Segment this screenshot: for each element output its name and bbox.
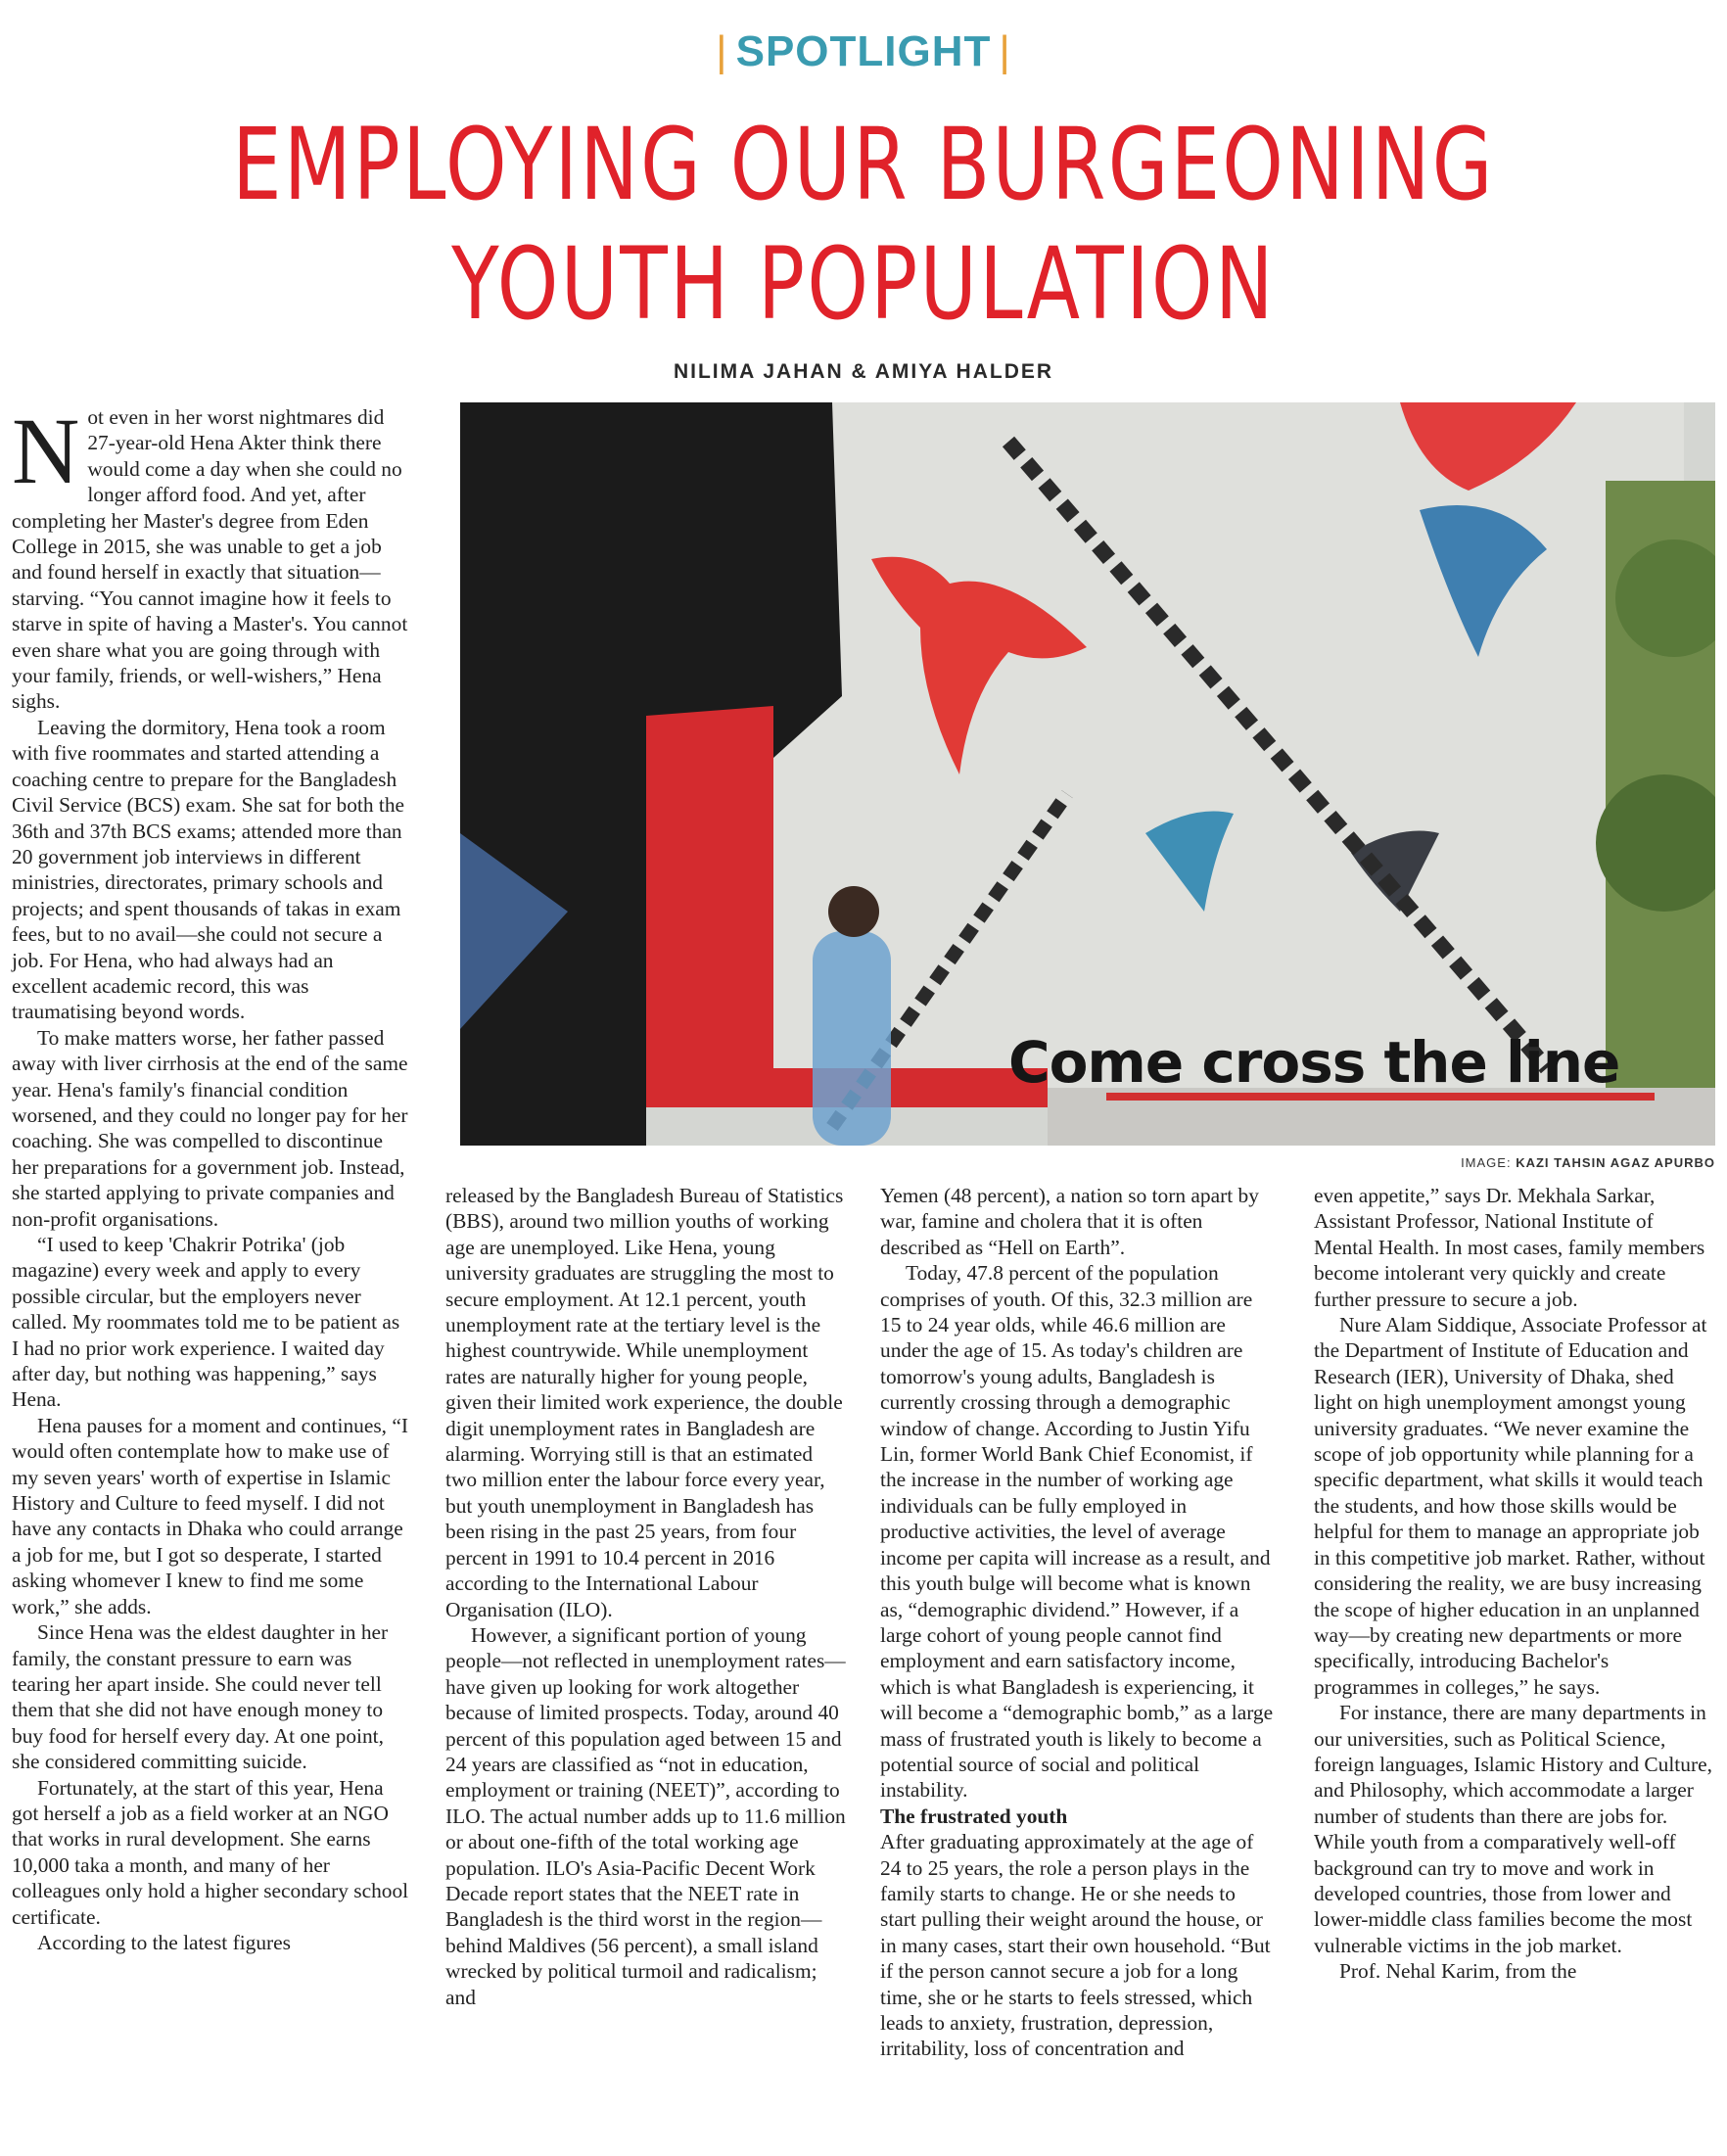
paragraph: According to the latest figures [37, 1930, 291, 1954]
paragraph: even appetite,” says Dr. Mekhala Sarkar, Assistant Professor, National Institute of Mental Health. In most cases, family members become intolerant very quickly and create further pressure to secure a job. [1314, 1184, 1705, 1311]
article-column-4 [1314, 1183, 1715, 1985]
page-title [190, 106, 1537, 345]
paragraph: Since Hena was the eldest daughter in her family, the constant pressure to earn was tearing her apart inside. She could never tell them that she did not have enough money to buy food for herself every day. At one point, she considered committing suicide. [12, 1620, 389, 1774]
photo-credit [1461, 1155, 1715, 1170]
paragraph-text: ot even in her worst nightmares did 27-year-old Hena Akter think there would come a day when she could no longer afford food. And yet, after completing her Master's degree from Eden College in 2015, she was unable to get a job and found herself in exactly that situation—starving. “You cannot imagine how it feels to starve in spite of having a Master's. You cannot even share what you are going through with your family, friends, or well-wishers,” Hena sighs. [12, 405, 408, 714]
paragraph: Today, 47.8 percent of the population comprises of youth. Of this, 32.3 million are 15 to 24 year olds, while 46.6 million are under the age of 15. As today's children are tomorrow's young adults, Bangladesh is currently crossing through a demographic window of change. According to Justin Yifu Lin, former World Bank Chief Economist, if the increase in the number of working age individuals can be fully employed in productive activities, the level of average income per capita will increase as a result, and this youth bulge will become what is known as, “demographic dividend.” However, if a large cohort of young people cannot find employment and earn satisfactory income, which is what Bangladesh is experiencing, it will become a “demographic bomb,” as a large mass of frustrated youth is likely to become a potential source of social and political instability. [880, 1261, 1274, 1803]
kicker-bar-right: | [999, 27, 1011, 75]
byline: NILIMA JAHAN & AMIYA HALDER [673, 360, 1054, 383]
article-column-2 [445, 1183, 847, 2010]
kicker-label: SPOTLIGHT [735, 27, 992, 75]
headline-line-2: YOUTH POPULATION [451, 226, 1276, 343]
paragraph: “I used to keep 'Chakrir Potrika' (job magazine) every week and apply to every possible circular, but the employers never called. My roommates told me to be patient as I had no prior work experience. I waited day after day, but nothing was happening,” says Hena. [12, 1233, 400, 1412]
drop-cap: N [12, 398, 80, 503]
section-kicker [0, 27, 1727, 76]
paragraph: Fortunately, at the start of this year, Hena got herself a job as a field worker at an NGO that works in rural development. She earns 10,000 taka a month, and many of her colleagues only hold a higher secondary school certificate. [12, 1775, 409, 1929]
paragraph: released by the Bangladesh Bureau of Statistics (BBS), around two million youths of working age are unemployed. Like Hena, young university graduates are struggling the most to secure employment. At 12.1 percent, youth unemployment rate at the tertiary level is the highest countrywide. While unemployment rates are naturally higher for young people, given their limited work experience, the double digit unemployment rates in Bangladesh are alarming. Worrying still is that an estimated two million enter the labour force every year, but youth unemployment in Bangladesh has been rising in the past 25 years, from four percent in 1991 to 10.4 percent in 2016 according to the International Labour Organisation (ILO). [445, 1184, 844, 1621]
headline-line-1: EMPLOYING OUR BURGEONING [232, 107, 1495, 223]
paragraph: Yemen (48 percent), a nation so torn apart by war, famine and cholera that it is often described as “Hell on Earth”. [880, 1184, 1259, 1259]
article-photo [460, 402, 1715, 1146]
article-column-1 [12, 398, 409, 1955]
mural-text: Come cross the line [1008, 1029, 1620, 1096]
paragraph: After graduating approximately at the age of 24 to 25 years, the role a person plays in the family starts to change. He or she needs to start pulling their weight around the house, or in many cases, start their own household. “But if the person cannot secure a job for a long time, she or he starts to feels stressed, which leads to anxiety, frustration, depression, irritability, loss of concentration and [880, 1830, 1271, 2061]
paragraph: Nure Alam Siddique, Associate Professor at the Department of Institute of Education and Research (IER), University of Dhaka, shed light on high unemployment amongst young university graduates. “We never examine the scope of job opportunity while planning for a specific department, what skills it would teach the students, and how those skills would be helpful for them to manage an appropriate job in this competitive job market. Rather, without considering the reality, we are busy increasing the scope of higher education in an unplanned way—by creating new departments or more specifically, introducing Bachelor's programmes in colleges,” he says. [1314, 1313, 1707, 1699]
paragraph: To make matters worse, her father passed away with liver cirrhosis at the end of the same year. Hena's family's financial condition worsened, and they could no longer pay for her coaching. She was compelled to discontinue her preparations for a government job. Instead, she started applying to private companies and non-profit organisations. [12, 1025, 408, 1231]
paragraph: Hena pauses for a moment and continues, “I would often contemplate how to make use of my seven years' worth of expertise in Islamic History and Culture to feed myself. I did not have any contacts in Dhaka who could arrange a job for me, but I got so desperate, I started asking whomever I knew to find me some work,” she adds. [12, 1413, 408, 1618]
photo-credit-prefix: IMAGE: [1461, 1155, 1512, 1170]
kicker-bar-left: | [716, 27, 728, 75]
paragraph: Prof. Nehal Karim, from the [1339, 1959, 1577, 1984]
photo-credit-name: KAZI TAHSIN AGAZ APURBO [1516, 1155, 1715, 1170]
paragraph: Leaving the dormitory, Hena took a room with five roommates and started attending a coaching centre to prepare for the Bangladesh Civil Service (BCS) exam. She sat for both the 36th and 37th BCS exams; attended more than 20 government job interviews in different ministries, directorates, primary schools and projects; and spent thousands of takas in exam fees, but to no avail—she could not secure a job. For Hena, who had always had an excellent academic record, this was traumatising beyond words. [12, 715, 405, 1024]
paragraph: However, a significant portion of young people—not reflected in unemployment rates—have given up looking for work altogether because of limited prospects. Today, around 40 percent of this population aged between 15 and 24 years are classified as “not in education, employment or training (NEET)”, according to ILO. The actual number adds up to 11.6 million or about one-fifth of the total working age population. ILO's Asia-Pacific Decent Work Decade report states that the NEET rate in Bangladesh is the third worst in the region—behind Maldives (56 percent), a small island wrecked by political turmoil and radicalism; and [445, 1622, 846, 2009]
article-column-3 [880, 1183, 1277, 2062]
subheading: The frustrated youth [880, 1804, 1068, 1828]
paragraph [12, 398, 409, 715]
paragraph: For instance, there are many departments in our universities, such as Political Science, foreign languages, Islamic History and Culture, and Philosophy, which accommodate a larger number of students than there are jobs for. While youth from a comparatively well-off background can try to move and work in developed countries, those from lower and lower-middle class families become the most vulnerable victims in the job market. [1314, 1701, 1712, 1957]
